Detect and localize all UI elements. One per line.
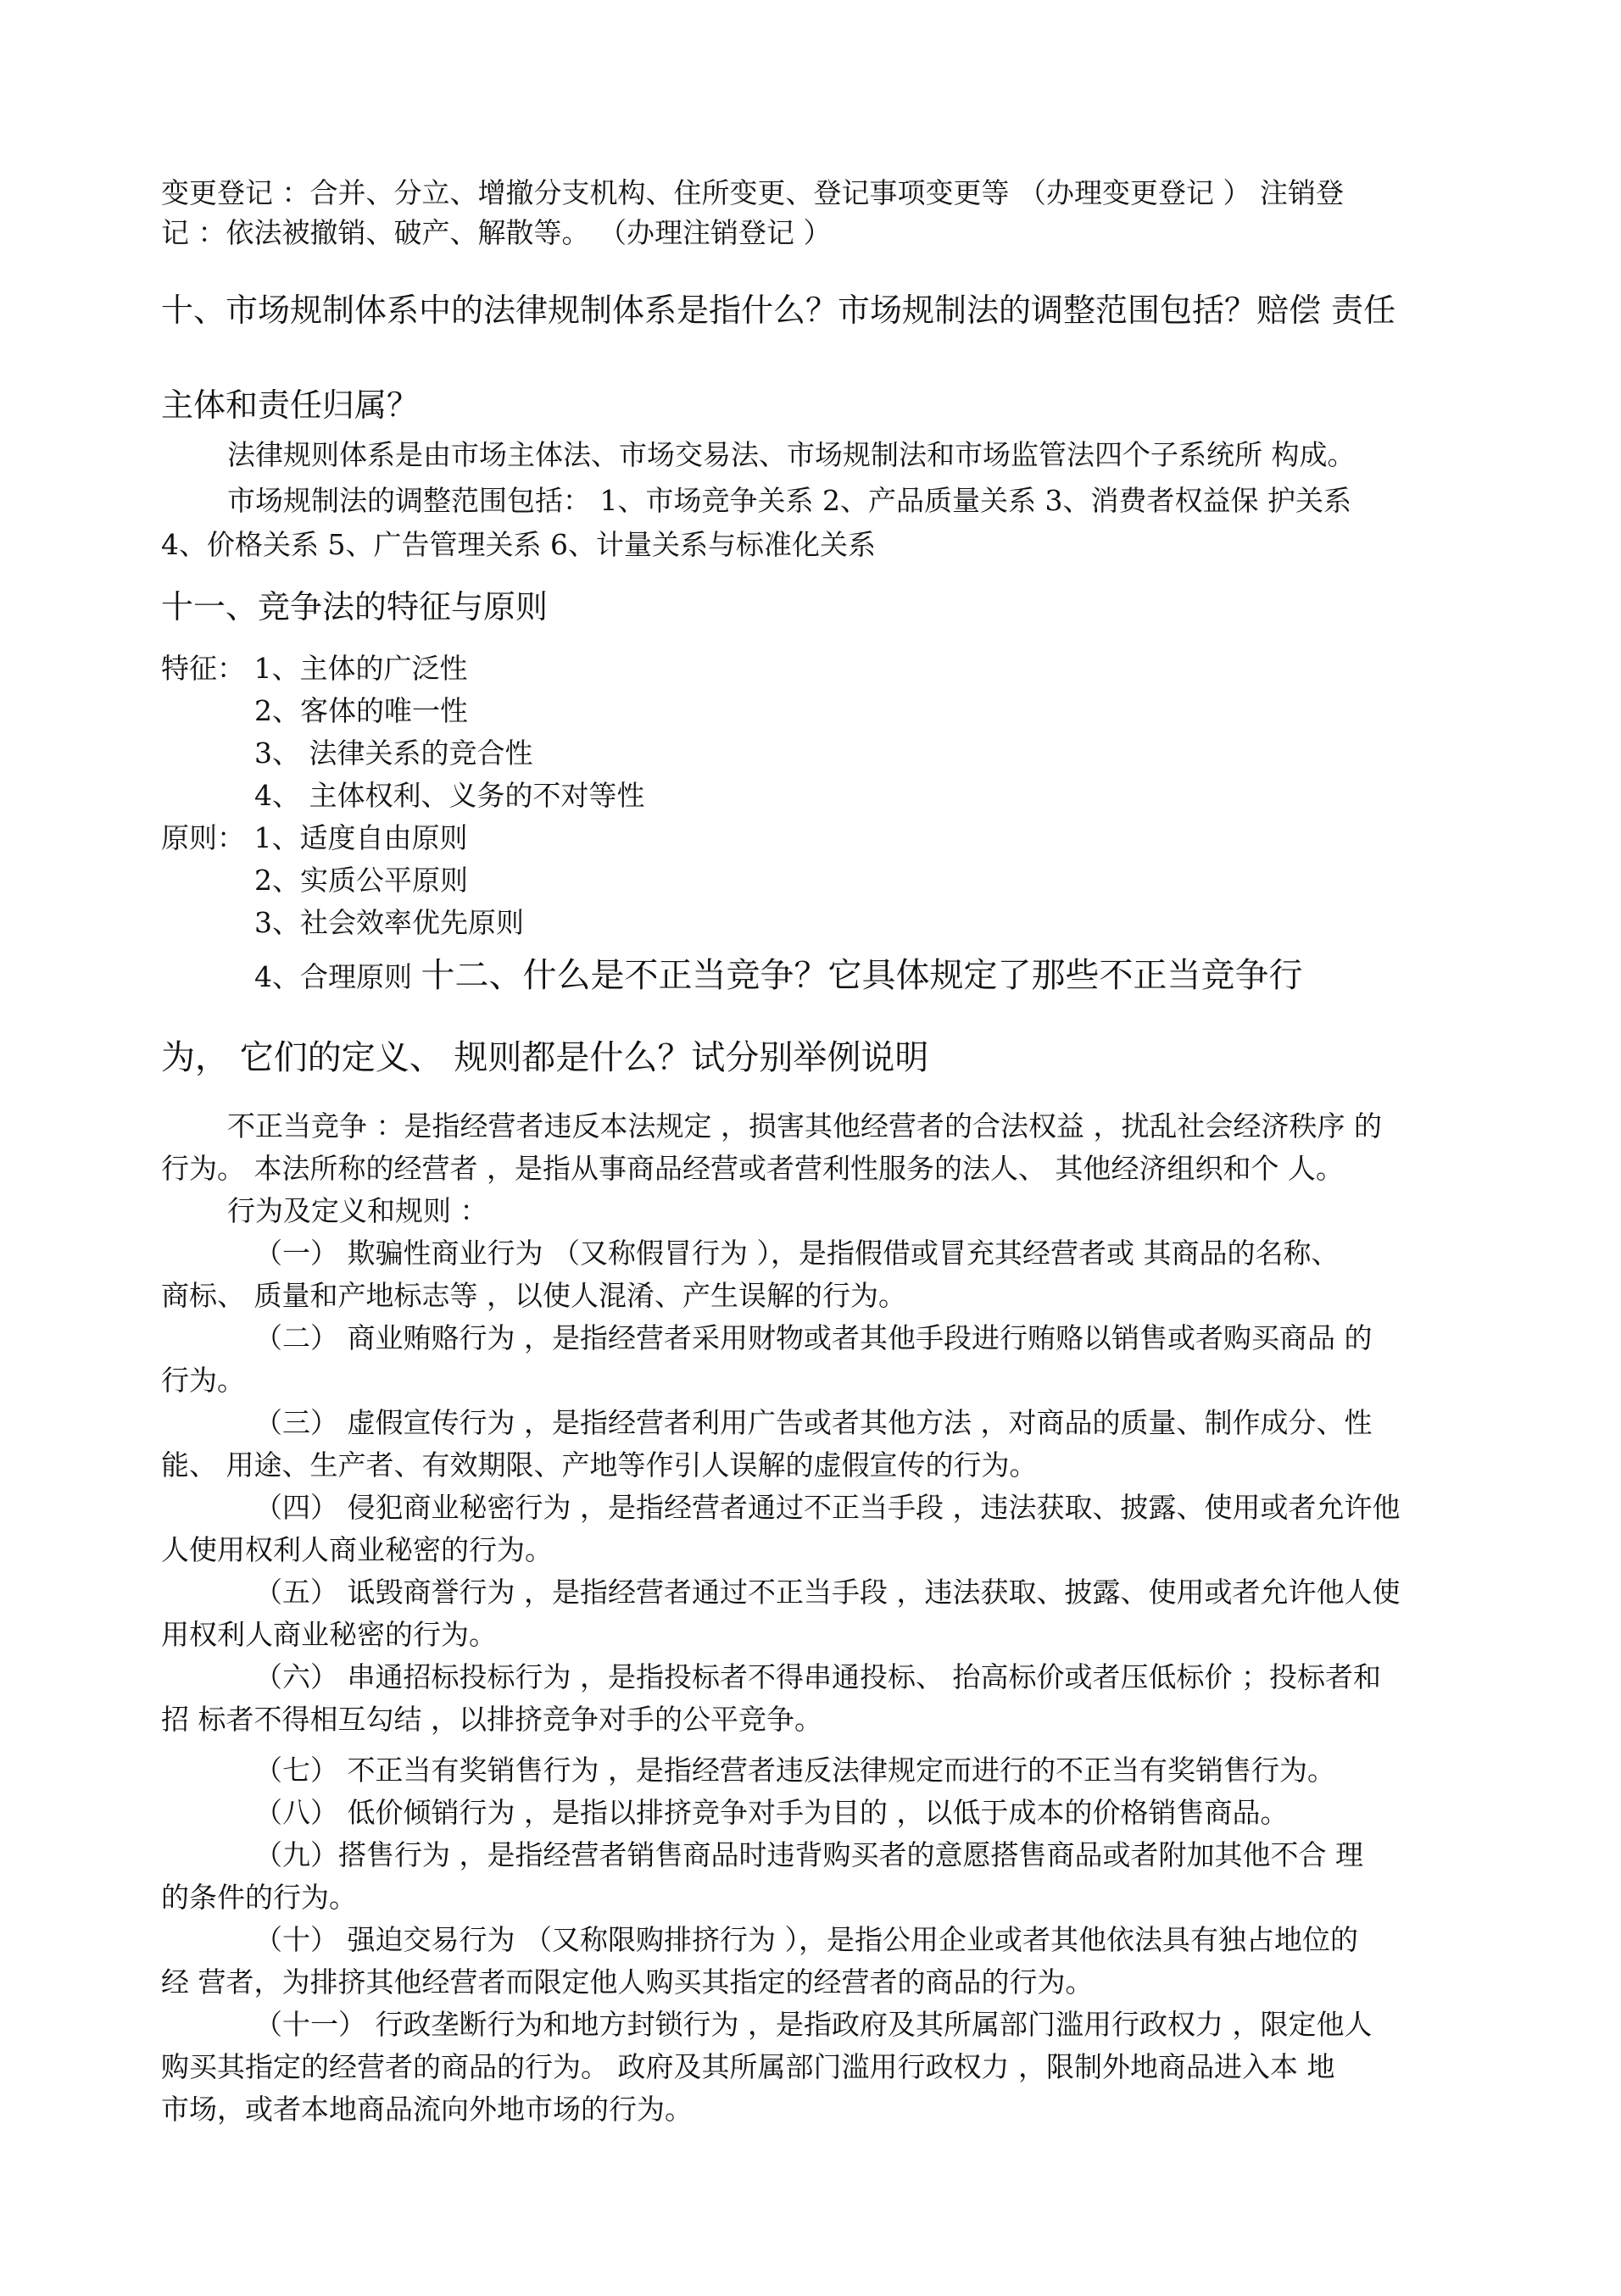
list-item: 特征： 1、主体的广泛性 xyxy=(161,652,468,685)
text-line: 商标、 质量和产地标志等 ，以使人混淆、产生误解的行为。 xyxy=(161,1279,906,1312)
section-heading: 十二、什么是不正当竞争？它具体规定了那些不正当竞争行 xyxy=(421,956,1303,995)
text-line: （十一） 行政垄断行为和地方封锁行为 ，是指政府及其所属部门滥用行政权力 ，限定他人 xyxy=(254,2008,1373,2041)
mixed-line xyxy=(254,956,1303,997)
text-line: 行为。 本法所称的经营者 ，是指从事商品经营或者营利性服务的法人、 其他经济组织和个 人。 xyxy=(161,1152,1344,1185)
section-heading: 十一、竞争法的特征与原则 xyxy=(161,588,549,625)
list-item: 原则： 1、适度自由原则 xyxy=(161,821,468,854)
text-line: （十） 强迫交易行为 （又称限购排挤行为 ），是指公用企业或者其他依法具有独占地位的 xyxy=(254,1923,1358,1956)
section-heading: 为， 它们的定义、 规则都是什么？试分别举例说明 xyxy=(161,1038,929,1077)
list-item: 2、实质公平原则 xyxy=(254,864,468,897)
text-line: 行为及定义和规则 ： xyxy=(227,1194,488,1227)
list-item: 3、社会效率优先原则 xyxy=(254,906,524,939)
text-line: 4、价格关系 5、广告管理关系 6、计量关系与标准化关系 xyxy=(161,528,876,561)
text-line: （二） 商业贿赂行为 ，是指经营者采用财物或者其他手段进行贿赂以销售或者购买商品 的 xyxy=(254,1321,1373,1354)
text-line: 市场规制法的调整范围包括： 1、市场竞争关系 2、产品质量关系 3、消费者权益保 护关系 xyxy=(227,484,1351,517)
list-item: 2、客体的唯一性 xyxy=(254,694,468,727)
text-line: 用权利人商业秘密的行为。 xyxy=(161,1618,497,1651)
text-line: 的条件的行为。 xyxy=(161,1881,357,1914)
text-line: （九）搭售行为 ，是指经营者销售商品时违背购买者的意愿搭售商品或者附加其他不合 理 xyxy=(254,1838,1363,1871)
text-line: （四） 侵犯商业秘密行为 ，是指经营者通过不正当手段 ，违法获取、披露、使用或者允许他 xyxy=(254,1491,1401,1524)
text-line: 不正当竞争 ：是指经营者违反本法规定 ，损害其他经营者的合法权益 ，扰乱社会经济秩序 的 xyxy=(227,1109,1382,1142)
text-line: （八） 低价倾销行为 ，是指以排挤竞争对手为目的 ，以低于成本的价格销售商品。 xyxy=(254,1796,1289,1829)
list-item: 3、 法律关系的竞合性 xyxy=(254,737,533,770)
text-line: 变更登记 ：合并、分立、增撤分支机构、住所变更、登记事项变更等 （办理变更登记 ） 注销登 xyxy=(161,176,1344,209)
text-line: 法律规则体系是由市场主体法、市场交易法、市场规制法和市场监管法四个子系统所 构成。 xyxy=(227,438,1356,471)
section-heading: 十、市场规制体系中的法律规制体系是指什么？市场规制法的调整范围包括？赔偿 责任 xyxy=(161,292,1396,329)
section-heading: 主体和责任归属？ xyxy=(161,386,420,424)
text-line: （五） 诋毁商誉行为 ，是指经营者通过不正当手段 ，违法获取、披露、使用或者允许他人使 xyxy=(254,1576,1401,1609)
text-line: 记 ：依法被撤销、破产、解散等。 （办理注销登记 ） xyxy=(161,216,832,249)
text-line: （六） 串通招标投标行为 ，是指投标者不得串通投标、 抬高标价或者压低标价 ；投标者和 xyxy=(254,1660,1381,1693)
text-line: 人使用权利人商业秘密的行为。 xyxy=(161,1533,553,1566)
list-item: 4、合理原则 xyxy=(254,960,412,993)
text-line: 经 营者，为排挤其他经营者而限定他人购买其指定的经营者的商品的行为。 xyxy=(161,1965,1094,1999)
text-line: 能、 用途、生产者、有效期限、产地等作引人误解的虚假宣传的行为。 xyxy=(161,1448,1038,1482)
text-line: （三） 虚假宣传行为 ，是指经营者利用广告或者其他方法 ，对商品的质量、制作成分、性 xyxy=(254,1406,1373,1439)
text-line: 市场，或者本地商品流向外地市场的行为。 xyxy=(161,2093,693,2126)
text-line: （一） 欺骗性商业行为 （又称假冒行为 ），是指假借或冒充其经营者或 其商品的名称、 xyxy=(254,1237,1340,1270)
text-line: 购买其指定的经营者的商品的行为。 政府及其所属部门滥用行政权力 ，限制外地商品进入本 地 xyxy=(161,2050,1335,2083)
list-item: 4、 主体权利、义务的不对等性 xyxy=(254,779,645,812)
text-line: 招 标者不得相互勾结 ，以排挤竞争对手的公平竞争。 xyxy=(161,1703,822,1736)
text-line: 行为。 xyxy=(161,1364,245,1397)
text-line: （七） 不正当有奖销售行为 ，是指经营者违反法律规定而进行的不正当有奖销售行为。 xyxy=(254,1754,1335,1787)
